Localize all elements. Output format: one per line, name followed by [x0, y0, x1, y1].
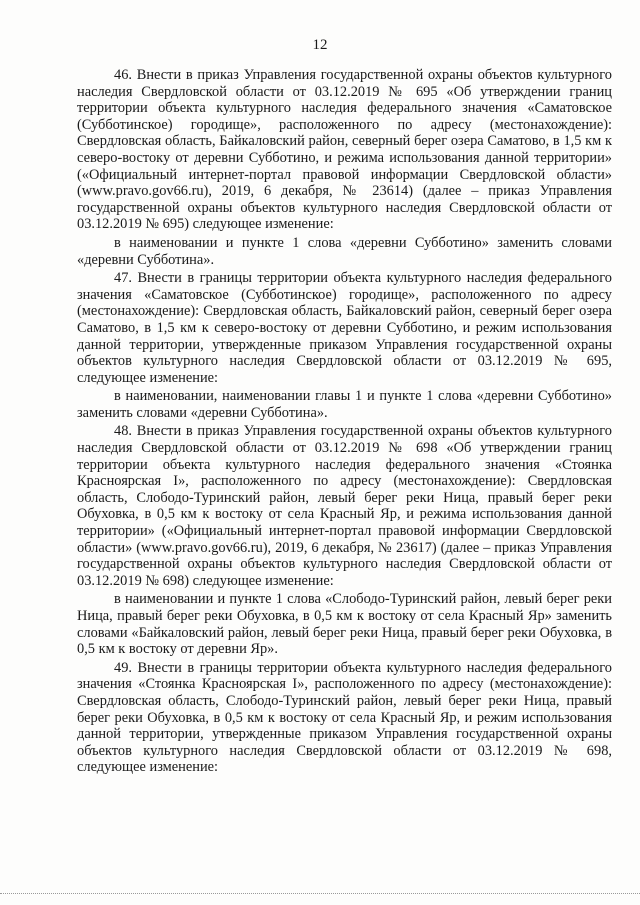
document-body	[77, 66, 612, 776]
paragraph-amendment-46: в наименовании и пункте 1 слова «деревни Субботино» заменить словами «деревни Субботина».	[77, 234, 612, 268]
paragraph-item-47: 47. Внести в границы территории объекта культурного наследия федерального значения «Саматовское (Субботинское) городище», расположенного по адресу (местонахождение): Свердловская область, Байкаловский район, северный берег озера Саматово, в 1,5 км к северо-востоку от деревни Субботино, и режим использования данной территории, утвержденные приказом Управления государственной охраны объектов культурного наследия Свердловской области от 03.12.2019 № 695, следующее изменение:	[77, 270, 612, 386]
page-number: 12	[312, 37, 328, 53]
paragraph-amendment-47: в наименовании, наименовании главы 1 и пункте 1 слова «деревни Субботино» заменить словами «деревни Субботина».	[77, 388, 612, 421]
scan-bottom-edge	[0, 893, 640, 895]
paragraph-amendment-48: в наименовании и пункте 1 слова «Слободо-Туринский район, левый берег реки Ница, правый берег реки Обуховка, в 0,5 км к востоку от села Красный Яр» заменить словами «Байкаловский район, левый берег реки Ница, правый берег реки Обуховка, в 0,5 км к востоку от деревни Яр».	[77, 591, 612, 658]
paragraph-item-48: 48. Внести в приказ Управления государственной охраны объектов культурного наследия Свердловской области от 03.12.2019 № 698 «Об утверждении границ территории объекта культурного наследия федерального значения «Стоянка Красноярская I», расположенного по адресу (местонахождение): Свердловская область, Слободо-Туринский район, левый берег реки Ница, правый берег реки Обуховка, в 0,5 км к востоку от села Красный Яр, и режима использования данной территории» («Официальный интернет-портал правовой информации Свердловской области» (www.pravo.gov66.ru), 2019, 6 декабря, № 23617) (далее – приказ Управления государственной охраны объектов культурного наследия Свердловской области от 03.12.2019 № 698) следующее изменение:	[77, 423, 612, 589]
paragraph-item-46: 46. Внести в приказ Управления государственной охраны объектов культурного наследия Свердловской области от 03.12.2019 № 695 «Об утверждении границ территории объекта культурного наследия федерального значения «Саматовское (Субботинское) городище», расположенного по адресу (местонахождение): Свердловская область, Байкаловский район, северный берег озера Саматово, в 1,5 км к северо-востоку от деревни Субботино, и режима использования данной территории» («Официальный интернет-портал правовой информации Свердловской области» (www.pravo.gov66.ru), 2019, 6 декабря, № 23614) (далее – приказ Управления государственной охраны объектов культурного наследия Свердловской области от 03.12.2019 № 695) следующее изменение:	[77, 67, 612, 233]
paragraph-item-49: 49. Внести в границы территории объекта культурного наследия федерального значения «Стоянка Красноярская I», расположенного по адресу (местонахождение): Свердловская область, Слободо-Туринский район, левый берег реки Ница, правый берег реки Обуховка, в 0,5 км к востоку от села Красный Яр, и режим использования данной территории, утвержденные приказом Управления государственной охраны объектов культурного наследия Свердловской области от 03.12.2019 № 698, следующее изменение:	[77, 659, 612, 776]
